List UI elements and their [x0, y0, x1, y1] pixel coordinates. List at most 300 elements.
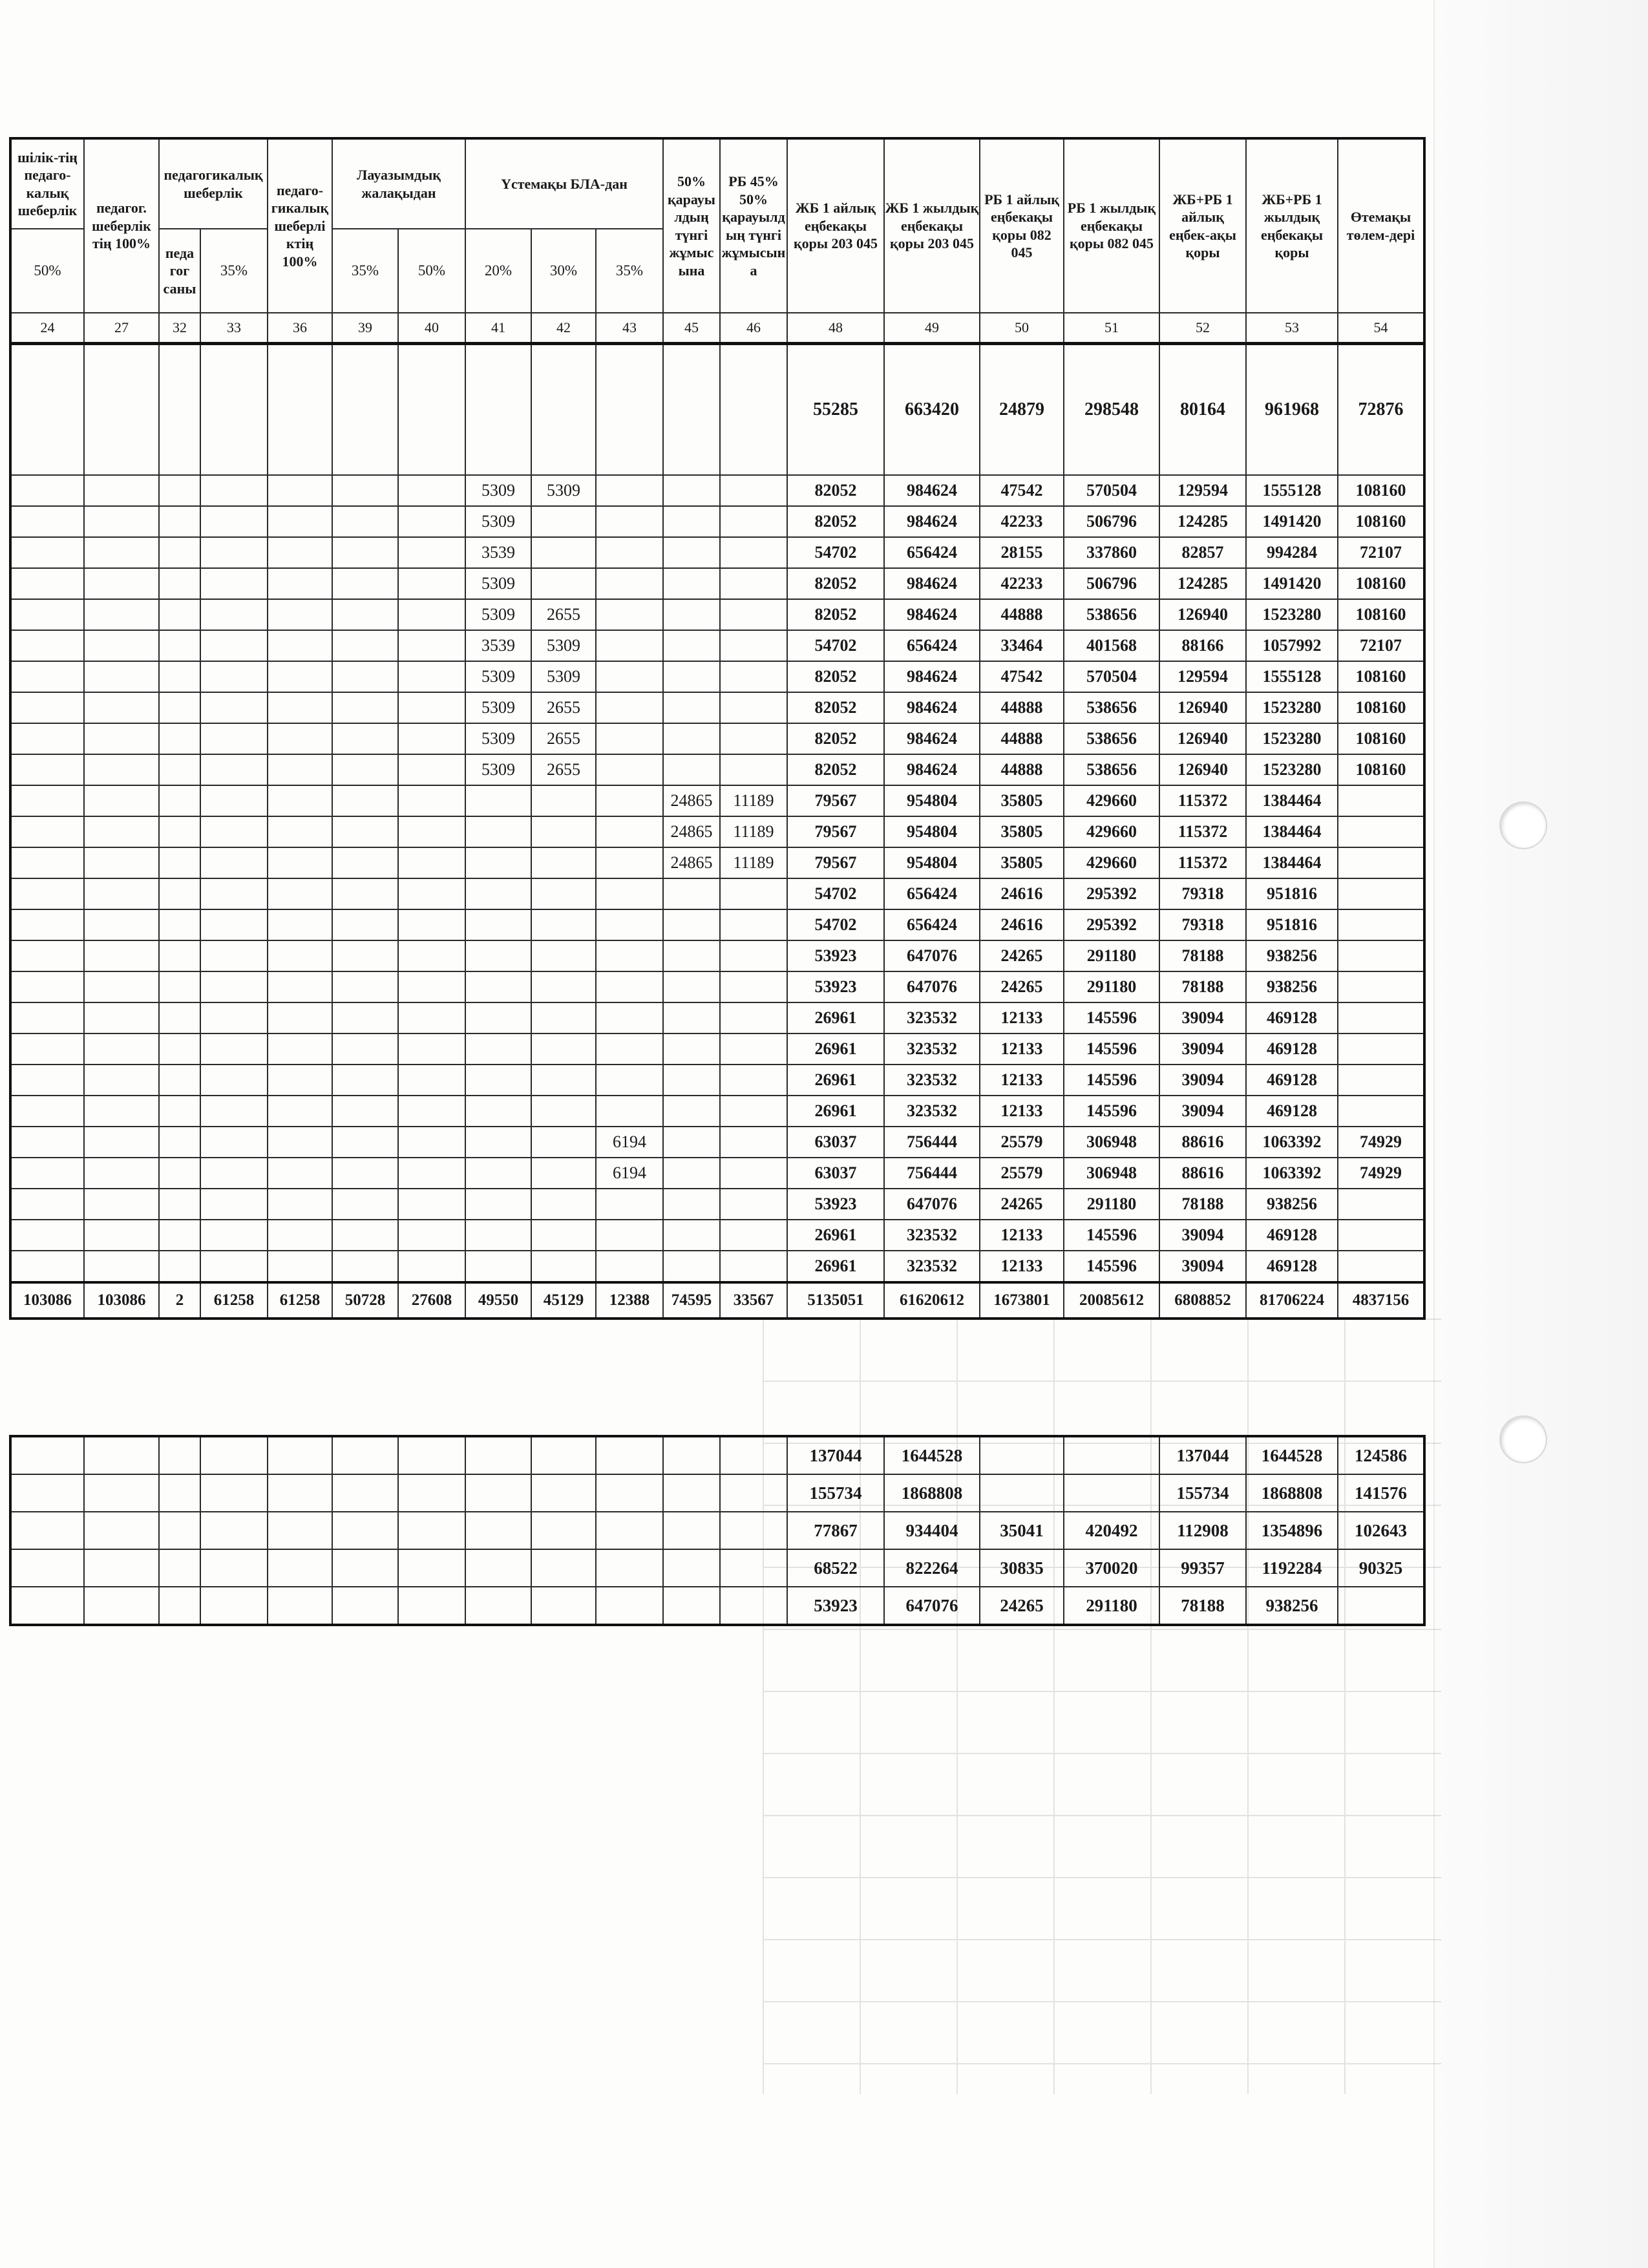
- table-cell: 994284: [1246, 537, 1338, 568]
- table-cell: [159, 1549, 200, 1587]
- table-cell: [531, 1436, 596, 1474]
- table-cell: [465, 1587, 531, 1625]
- table-cell: 5309: [531, 630, 596, 661]
- table-cell: 1555128: [1246, 475, 1338, 506]
- table-cell: 129594: [1159, 661, 1246, 692]
- table-cell: 469128: [1246, 1033, 1338, 1065]
- table-cell: 6194: [596, 1158, 663, 1189]
- subheader-teacher-count: педа гог саны: [159, 229, 200, 313]
- table-cell: [720, 878, 787, 909]
- table-cell: [398, 537, 465, 568]
- table-cell: 24616: [980, 909, 1064, 940]
- total-cell: 6808852: [1159, 1282, 1246, 1319]
- table-cell: [200, 1096, 268, 1127]
- table-cell: [663, 878, 720, 909]
- table-cell: [10, 909, 84, 940]
- table-cell: [200, 630, 268, 661]
- table-cell: [84, 1549, 159, 1587]
- table-cell: [200, 878, 268, 909]
- table-cell: [332, 1474, 398, 1512]
- table-cell: [159, 630, 200, 661]
- table-cell: [596, 909, 663, 940]
- table-cell: [1338, 940, 1424, 971]
- table-cell: 78188: [1159, 1189, 1246, 1220]
- table-cell: 80164: [1159, 344, 1246, 476]
- table-cell: 1384464: [1246, 816, 1338, 847]
- table-cell: 984624: [884, 723, 980, 754]
- table-cell: [720, 1251, 787, 1282]
- table-row: [10, 1549, 1424, 1587]
- table-cell: 984624: [884, 568, 980, 599]
- table-cell: 124586: [1338, 1436, 1424, 1474]
- table-cell: [531, 940, 596, 971]
- header-total-monthly-fund: ЖБ+РБ 1 айлық еңбек-ақы қоры: [1159, 138, 1246, 313]
- table-cell: [84, 630, 159, 661]
- table-cell: [200, 537, 268, 568]
- table-cell: [663, 1549, 720, 1587]
- table-cell: 145596: [1064, 1033, 1159, 1065]
- table-cell: [332, 1158, 398, 1189]
- table-cell: [10, 630, 84, 661]
- table-cell: [465, 344, 531, 476]
- subheader-bla-30: 30%: [531, 229, 596, 313]
- table-cell: [268, 1158, 332, 1189]
- table-cell: [465, 1220, 531, 1251]
- table-cell: [200, 940, 268, 971]
- table-cell: [720, 1002, 787, 1033]
- header-total-annual-fund: ЖБ+РБ 1 жылдық еңбекақы қоры: [1246, 138, 1338, 313]
- table-cell: [268, 1189, 332, 1220]
- table-cell: 323532: [884, 1096, 980, 1127]
- table-cell: [268, 1127, 332, 1158]
- table-cell: [398, 506, 465, 537]
- table-cell: [663, 1436, 720, 1474]
- table-cell: 822264: [884, 1549, 980, 1587]
- table-cell: [84, 1127, 159, 1158]
- table-cell: [200, 599, 268, 630]
- table-cell: [332, 1002, 398, 1033]
- table-cell: [720, 1127, 787, 1158]
- table-cell: 5309: [531, 661, 596, 692]
- table-cell: [531, 1251, 596, 1282]
- table-cell: [663, 344, 720, 476]
- header-compensation: Өтемақы төлем-дері: [1338, 138, 1424, 313]
- table-cell: [159, 568, 200, 599]
- table-cell: [720, 1189, 787, 1220]
- table-cell: 291180: [1064, 971, 1159, 1002]
- table-cell: 79567: [787, 785, 884, 816]
- table-cell: [159, 692, 200, 723]
- table-cell: [84, 1096, 159, 1127]
- table-cell: [332, 1436, 398, 1474]
- table-cell: [1338, 816, 1424, 847]
- total-cell: 103086: [10, 1282, 84, 1319]
- table-cell: 124285: [1159, 506, 1246, 537]
- table-cell: [596, 1512, 663, 1549]
- table-cell: 35041: [980, 1512, 1064, 1549]
- table-cell: [663, 1096, 720, 1127]
- table-cell: [596, 1436, 663, 1474]
- table-cell: [720, 630, 787, 661]
- table-cell: [465, 878, 531, 909]
- table-cell: 656424: [884, 878, 980, 909]
- table-row: [10, 1096, 1424, 1127]
- table-cell: 54702: [787, 537, 884, 568]
- table-cell: [84, 754, 159, 785]
- table-cell: 756444: [884, 1158, 980, 1189]
- table-cell: 938256: [1246, 1587, 1338, 1625]
- column-number-cell: 49: [884, 313, 980, 344]
- table-cell: [663, 661, 720, 692]
- table-cell: [465, 1251, 531, 1282]
- table-cell: [596, 878, 663, 909]
- table-cell: [268, 754, 332, 785]
- table-cell: 99357: [1159, 1549, 1246, 1587]
- table-cell: 1644528: [884, 1436, 980, 1474]
- table-cell: [663, 568, 720, 599]
- table-cell: [84, 909, 159, 940]
- table-cell: [663, 1065, 720, 1096]
- table-cell: 323532: [884, 1002, 980, 1033]
- column-number-cell: 33: [200, 313, 268, 344]
- table-cell: 961968: [1246, 344, 1338, 476]
- table-cell: 469128: [1246, 1096, 1338, 1127]
- total-cell: 27608: [398, 1282, 465, 1319]
- table-cell: [663, 475, 720, 506]
- table-cell: 647076: [884, 1189, 980, 1220]
- table-cell: [200, 909, 268, 940]
- table-cell: [596, 1474, 663, 1512]
- table-cell: [200, 1549, 268, 1587]
- table-cell: [720, 1587, 787, 1625]
- table-row: [10, 475, 1424, 506]
- table-cell: [720, 723, 787, 754]
- table-cell: 35805: [980, 816, 1064, 847]
- table-cell: [84, 847, 159, 878]
- table-cell: [465, 1158, 531, 1189]
- table-cell: 30835: [980, 1549, 1064, 1587]
- table-cell: [84, 599, 159, 630]
- table-cell: [531, 506, 596, 537]
- table-cell: [531, 878, 596, 909]
- table-cell: [531, 344, 596, 476]
- table-cell: [200, 692, 268, 723]
- table-cell: [332, 475, 398, 506]
- table-cell: 291180: [1064, 940, 1159, 971]
- table-cell: [10, 692, 84, 723]
- header-zhb-monthly-fund: ЖБ 1 айлық еңбекақы қоры 203 045: [787, 138, 884, 313]
- table-cell: 298548: [1064, 344, 1159, 476]
- table-cell: [398, 1220, 465, 1251]
- table-cell: [84, 1587, 159, 1625]
- table-cell: [84, 1512, 159, 1549]
- table-cell: [200, 506, 268, 537]
- table-cell: [596, 1096, 663, 1127]
- table-row: [10, 1189, 1424, 1220]
- table-cell: 88166: [1159, 630, 1246, 661]
- column-number-cell: 48: [787, 313, 884, 344]
- table-cell: 934404: [884, 1512, 980, 1549]
- header-rb-monthly-fund: РБ 1 айлық еңбекақы қоры 082 045: [980, 138, 1064, 313]
- table-cell: 108160: [1338, 692, 1424, 723]
- table-cell: [720, 754, 787, 785]
- table-cell: [200, 1002, 268, 1033]
- subheader-35-percent: 35%: [200, 229, 268, 313]
- table-cell: [596, 630, 663, 661]
- table-cell: [531, 1474, 596, 1512]
- table-cell: 1384464: [1246, 847, 1338, 878]
- table-cell: [268, 599, 332, 630]
- table-cell: [200, 1220, 268, 1251]
- table-cell: [465, 1033, 531, 1065]
- table-cell: [159, 1189, 200, 1220]
- table-cell: [1338, 1251, 1424, 1282]
- table-cell: 82052: [787, 723, 884, 754]
- table-cell: [332, 344, 398, 476]
- table-cell: [398, 816, 465, 847]
- table-cell: 108160: [1338, 568, 1424, 599]
- table-cell: 1555128: [1246, 661, 1338, 692]
- header-night-guard-50: 50% қарауылдың түнгі жұмысына: [663, 138, 720, 313]
- table-cell: [398, 878, 465, 909]
- table-cell: [596, 661, 663, 692]
- table-cell: [1338, 1033, 1424, 1065]
- total-cell: 20085612: [1064, 1282, 1159, 1319]
- table-cell: 53923: [787, 1587, 884, 1625]
- table-cell: [398, 661, 465, 692]
- table-cell: [531, 785, 596, 816]
- table-row: [10, 909, 1424, 940]
- table-cell: 47542: [980, 661, 1064, 692]
- table-cell: [268, 847, 332, 878]
- table-cell: [980, 1474, 1064, 1512]
- total-cell: 45129: [531, 1282, 596, 1319]
- table-cell: 469128: [1246, 1251, 1338, 1282]
- table-row: [10, 1512, 1424, 1549]
- table-cell: [268, 1220, 332, 1251]
- table-cell: 74929: [1338, 1158, 1424, 1189]
- table-cell: [663, 537, 720, 568]
- table-cell: 5309: [531, 475, 596, 506]
- table-cell: [332, 847, 398, 878]
- table-cell: 938256: [1246, 940, 1338, 971]
- table-cell: 295392: [1064, 909, 1159, 940]
- table-cell: [531, 537, 596, 568]
- table-cell: 429660: [1064, 816, 1159, 847]
- header-rb-night-guard: РБ 45% 50% қарауылдың түнгі жұмысына: [720, 138, 787, 313]
- table-cell: [720, 1158, 787, 1189]
- table-cell: [10, 723, 84, 754]
- table-cell: 1523280: [1246, 723, 1338, 754]
- table-cell: [200, 1127, 268, 1158]
- table-cell: [1338, 1002, 1424, 1033]
- table-cell: [10, 475, 84, 506]
- table-row: [10, 723, 1424, 754]
- header-pedagogical-mastery-100: педаго-гикалық шеберлі ктің 100%: [268, 138, 332, 313]
- table-cell: [531, 909, 596, 940]
- column-number-row: [10, 313, 1424, 344]
- total-cell: 49550: [465, 1282, 531, 1319]
- table-cell: [398, 847, 465, 878]
- table-cell: [465, 785, 531, 816]
- table-row: [10, 971, 1424, 1002]
- table-cell: 429660: [1064, 847, 1159, 878]
- table-cell: [398, 1002, 465, 1033]
- table-cell: [200, 344, 268, 476]
- table-cell: [596, 692, 663, 723]
- table-cell: 1868808: [1246, 1474, 1338, 1512]
- table-cell: [159, 1065, 200, 1096]
- table-cell: [531, 971, 596, 1002]
- table-cell: [332, 1065, 398, 1096]
- table-cell: [159, 754, 200, 785]
- table-row: [10, 568, 1424, 599]
- table-cell: [398, 599, 465, 630]
- table-cell: 291180: [1064, 1587, 1159, 1625]
- table-cell: [720, 1549, 787, 1587]
- total-cell: 1673801: [980, 1282, 1064, 1319]
- table-cell: [663, 723, 720, 754]
- table-cell: [596, 847, 663, 878]
- table-cell: 1523280: [1246, 692, 1338, 723]
- table-cell: 24616: [980, 878, 1064, 909]
- table-cell: [332, 940, 398, 971]
- table-cell: 26961: [787, 1065, 884, 1096]
- punch-hole-top: [1499, 801, 1547, 849]
- table-cell: [531, 1587, 596, 1625]
- table-cell: [268, 630, 332, 661]
- table-cell: [332, 1096, 398, 1127]
- table-cell: [200, 1512, 268, 1549]
- table-cell: [596, 1033, 663, 1065]
- table-cell: [663, 1033, 720, 1065]
- table-cell: 24265: [980, 1587, 1064, 1625]
- table-cell: [159, 1512, 200, 1549]
- table-cell: 77867: [787, 1512, 884, 1549]
- table-cell: 1063392: [1246, 1127, 1338, 1158]
- column-number-cell: 51: [1064, 313, 1159, 344]
- table-row: [10, 1220, 1424, 1251]
- table-cell: [596, 568, 663, 599]
- table-cell: 538656: [1064, 599, 1159, 630]
- table-cell: 112908: [1159, 1512, 1246, 1549]
- table-cell: 12133: [980, 1002, 1064, 1033]
- table-cell: [663, 1512, 720, 1549]
- table-cell: 506796: [1064, 568, 1159, 599]
- table-cell: 102643: [1338, 1512, 1424, 1549]
- table-cell: [268, 1436, 332, 1474]
- table-cell: 984624: [884, 692, 980, 723]
- table-cell: 656424: [884, 630, 980, 661]
- table-cell: 72107: [1338, 537, 1424, 568]
- table-cell: [10, 785, 84, 816]
- table-cell: 323532: [884, 1033, 980, 1065]
- table-cell: 12133: [980, 1065, 1064, 1096]
- table-cell: [398, 1189, 465, 1220]
- table-cell: 647076: [884, 940, 980, 971]
- table-cell: 54702: [787, 909, 884, 940]
- table-cell: [531, 1127, 596, 1158]
- table-cell: [200, 1065, 268, 1096]
- table-cell: [398, 1436, 465, 1474]
- subheader-bla-35: 35%: [596, 229, 663, 313]
- table-cell: [268, 568, 332, 599]
- table-cell: 12133: [980, 1033, 1064, 1065]
- table-cell: [159, 878, 200, 909]
- table-cell: [84, 785, 159, 816]
- table-cell: 39094: [1159, 1096, 1246, 1127]
- table-cell: [720, 1436, 787, 1474]
- table-cell: [663, 754, 720, 785]
- page-right-margin: [1433, 0, 1648, 2268]
- total-cell: 12388: [596, 1282, 663, 1319]
- column-number-cell: 32: [159, 313, 200, 344]
- table-cell: 295392: [1064, 878, 1159, 909]
- table-cell: 155734: [787, 1474, 884, 1512]
- table-cell: 82052: [787, 661, 884, 692]
- table-cell: [268, 1549, 332, 1587]
- table-cell: 5309: [465, 568, 531, 599]
- table-cell: [332, 723, 398, 754]
- table-cell: [720, 599, 787, 630]
- table-cell: 370020: [1064, 1549, 1159, 1587]
- table-cell: [596, 1065, 663, 1096]
- table-cell: [398, 754, 465, 785]
- table-cell: [398, 940, 465, 971]
- table-cell: 26961: [787, 1220, 884, 1251]
- table-cell: [10, 537, 84, 568]
- table-cell: [84, 1065, 159, 1096]
- table-cell: 115372: [1159, 847, 1246, 878]
- table-cell: [663, 909, 720, 940]
- table-cell: 44888: [980, 599, 1064, 630]
- table-cell: [720, 1220, 787, 1251]
- table-cell: [531, 1220, 596, 1251]
- table-cell: [332, 1189, 398, 1220]
- table-cell: [84, 475, 159, 506]
- table-cell: [84, 940, 159, 971]
- table-cell: [10, 1127, 84, 1158]
- table-cell: 47542: [980, 475, 1064, 506]
- table-cell: 1063392: [1246, 1158, 1338, 1189]
- table-cell: 5309: [465, 754, 531, 785]
- table-cell: [84, 537, 159, 568]
- table-cell: 337860: [1064, 537, 1159, 568]
- table-cell: [1064, 1474, 1159, 1512]
- table-cell: [159, 816, 200, 847]
- table-cell: 82052: [787, 475, 884, 506]
- table-cell: [10, 1549, 84, 1587]
- table-cell: 137044: [787, 1436, 884, 1474]
- total-cell: 61258: [200, 1282, 268, 1319]
- table-cell: [268, 816, 332, 847]
- table-cell: [268, 878, 332, 909]
- table-row: [10, 1251, 1424, 1282]
- table-cell: [159, 971, 200, 1002]
- table-cell: [398, 1474, 465, 1512]
- table-cell: 115372: [1159, 785, 1246, 816]
- subheader-bla-20: 20%: [465, 229, 531, 313]
- total-cell: 4837156: [1338, 1282, 1424, 1319]
- table-cell: 469128: [1246, 1065, 1338, 1096]
- table-cell: [465, 1065, 531, 1096]
- table-cell: [10, 661, 84, 692]
- table-cell: [596, 1587, 663, 1625]
- table-cell: [663, 599, 720, 630]
- secondary-salary-table: [9, 1435, 1426, 1626]
- table-cell: 663420: [884, 344, 980, 476]
- table-cell: [332, 1220, 398, 1251]
